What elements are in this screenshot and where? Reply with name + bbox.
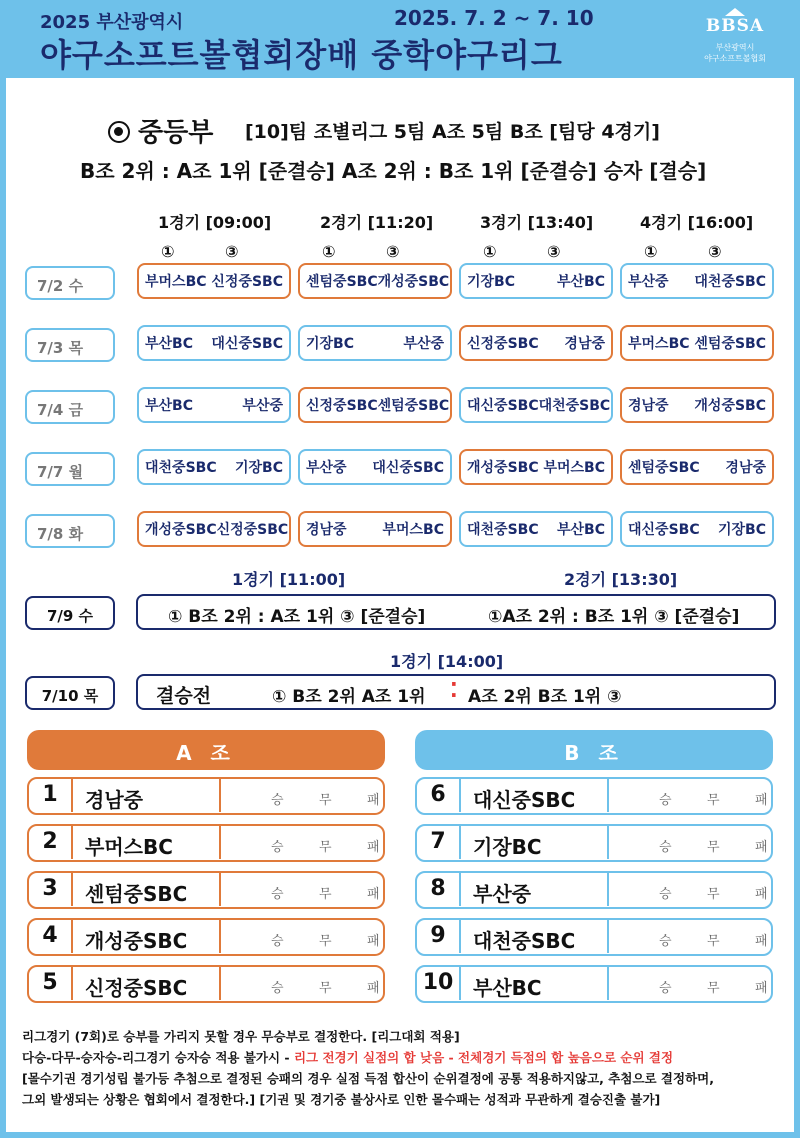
- game-header-2: 2경기 [11:20]: [320, 213, 434, 232]
- game-header-1: 1경기 [09:00]: [158, 213, 272, 232]
- semi-day: 7/9 수: [25, 596, 115, 630]
- away-team: 부머스BC: [543, 460, 605, 476]
- away-team: 기장BC: [235, 460, 283, 476]
- team-name: 부머스BC: [85, 835, 173, 859]
- field-marker: ①: [161, 242, 175, 261]
- result-label: 패: [367, 981, 380, 996]
- team-number: 9: [417, 920, 461, 953]
- result-label: 무: [319, 887, 332, 902]
- match-card: [459, 387, 613, 423]
- match-card: [298, 511, 452, 547]
- day-label: 7/8 화: [25, 514, 115, 548]
- away-team: 부산중: [242, 398, 283, 414]
- field-marker: ①: [322, 242, 336, 261]
- team-name: 신정중SBC: [85, 976, 188, 1000]
- result-label: 무: [707, 934, 720, 949]
- result-label: 승: [659, 840, 672, 855]
- semis-row: [136, 594, 776, 630]
- final-day: 7/10 목: [25, 676, 115, 710]
- away-team: 경남중: [725, 460, 766, 476]
- division-rule: [10]팀 조별리그 5팀 A조 5팀 B조 [팀당 4경기]: [245, 121, 660, 143]
- divider: [219, 779, 221, 812]
- away-team: 대천중SBC: [694, 274, 766, 290]
- radio-bullet-icon: [108, 121, 130, 143]
- divider: [219, 920, 221, 953]
- result-label: 패: [367, 793, 380, 808]
- result-label: 승: [659, 981, 672, 996]
- final-left: ① B조 2위 A조 1위: [272, 687, 426, 707]
- result-label: 무: [319, 934, 332, 949]
- team-number: 3: [29, 873, 73, 906]
- match-card: [298, 325, 452, 361]
- home-team: 신정중SBC: [306, 398, 378, 414]
- away-team: 센텀중SBC: [694, 336, 766, 352]
- match-card: [137, 263, 291, 299]
- team-number: 2: [29, 826, 73, 859]
- standings-row: [415, 918, 773, 956]
- result-label: 승: [659, 887, 672, 902]
- result-label: 패: [755, 887, 768, 902]
- home-team: 기장BC: [306, 336, 354, 352]
- standings-row: [27, 777, 385, 815]
- home-team: 기장BC: [467, 274, 515, 290]
- result-label: 무: [707, 793, 720, 808]
- team-number: 7: [417, 826, 461, 859]
- team-name: 경남중: [85, 788, 143, 812]
- day-label: 7/2 수: [25, 266, 115, 300]
- result-label: 패: [755, 934, 768, 949]
- result-label: 무: [707, 887, 720, 902]
- standings-row: [415, 777, 773, 815]
- home-team: 개성중SBC: [145, 522, 217, 538]
- home-team: 신정중SBC: [467, 336, 539, 352]
- match-card: [459, 449, 613, 485]
- result-label: 무: [707, 840, 720, 855]
- final-name: 결승전: [156, 685, 212, 707]
- knockout-rule: B조 2위 : A조 1위 [준결승] A조 2위 : B조 1위 [준결승] 승자 [결승]: [80, 159, 707, 183]
- result-label: 패: [367, 840, 380, 855]
- team-name: 대신중SBC: [473, 788, 576, 812]
- standings-row: [27, 965, 385, 1003]
- result-label: 승: [271, 981, 284, 996]
- match-card: [298, 387, 452, 423]
- match-card: [459, 511, 613, 547]
- away-team: 부산BC: [557, 522, 605, 538]
- match-card: [620, 449, 774, 485]
- result-label: 승: [659, 793, 672, 808]
- final-game-label: 1경기 [14:00]: [390, 652, 504, 671]
- result-label: 패: [755, 981, 768, 996]
- away-team: 경남중: [564, 336, 605, 352]
- note-line-1: 리그경기 (7회)로 승부를 가리지 못할 경우 무승부로 결정한다. [리그대회 적용]: [22, 1029, 460, 1044]
- result-label: 무: [707, 981, 720, 996]
- match-card: [298, 263, 452, 299]
- note-line-4: 그외 발생되는 상황은 협회에서 결정한다.] [기권 및 경기중 불상사로 인한 몰수패는 성적과 무관하게 결승진출 불가]: [22, 1092, 661, 1107]
- field-marker: ①: [483, 242, 497, 261]
- note-line-2: 다승-다무-승자승-리그경기 승자승 적용 불가시 - 리그 전경기 실점의 합 낮음 - 전체경기 득점의 합 높음으로 순위 결정: [22, 1050, 674, 1065]
- result-label: 승: [271, 887, 284, 902]
- result-label: 승: [659, 934, 672, 949]
- home-team: 경남중: [628, 398, 669, 414]
- home-team: 부산BC: [145, 336, 193, 352]
- divider: [219, 967, 221, 1000]
- away-team: 개성중SBC: [377, 274, 450, 290]
- match-card: [137, 325, 291, 361]
- day-label: 7/7 월: [25, 452, 115, 486]
- team-name: 부산BC: [473, 976, 542, 1000]
- standings-row: [415, 965, 773, 1003]
- away-team: 부산중: [403, 336, 444, 352]
- match-card: [137, 387, 291, 423]
- divider: [607, 873, 609, 906]
- divider: [607, 920, 609, 953]
- semi-game1-label: 1경기 [11:00]: [232, 570, 346, 589]
- field-marker: ③: [225, 242, 239, 261]
- match-card: [459, 325, 613, 361]
- field-marker: ③: [386, 242, 400, 261]
- team-number: 1: [29, 779, 73, 812]
- result-label: 무: [319, 793, 332, 808]
- association-logo: BBSA 부산광역시 야구소프트볼협회: [700, 8, 770, 70]
- match-card: [620, 263, 774, 299]
- away-team: 신정중SBC: [216, 522, 289, 538]
- game-header-3: 3경기 [13:40]: [480, 213, 594, 232]
- final-row: [136, 674, 776, 710]
- semi-game1: ① B조 2위 : A조 1위 ③ [준결승]: [168, 607, 426, 627]
- away-team: 대신중SBC: [372, 460, 444, 476]
- home-team: 개성중SBC: [467, 460, 539, 476]
- header-year-city: 2025 부산광역시: [40, 12, 184, 33]
- result-label: 무: [319, 840, 332, 855]
- away-team: 개성중SBC: [694, 398, 766, 414]
- day-label: 7/3 목: [25, 328, 115, 362]
- standings-row: [415, 824, 773, 862]
- divider: [607, 826, 609, 859]
- standings-row: [415, 871, 773, 909]
- match-card: [620, 325, 774, 361]
- notes: [22, 1026, 782, 1110]
- final-right: A조 2위 B조 1위 ③: [468, 687, 622, 707]
- standings-row: [27, 918, 385, 956]
- home-team: 부산중: [306, 460, 347, 476]
- home-team: 대천중SBC: [145, 460, 217, 476]
- away-team: 기장BC: [718, 522, 766, 538]
- result-label: 패: [755, 793, 768, 808]
- match-card: [298, 449, 452, 485]
- standings-row: [27, 871, 385, 909]
- home-team: 부머스BC: [145, 274, 207, 290]
- field-marker: ③: [708, 242, 722, 261]
- match-card: [620, 387, 774, 423]
- team-number: 10: [417, 967, 461, 1000]
- result-label: 승: [271, 934, 284, 949]
- team-name: 대천중SBC: [473, 929, 576, 953]
- field-marker: ①: [644, 242, 658, 261]
- page-title: 야구소프트볼협회장배 중학야구리그: [40, 36, 563, 74]
- match-card: [137, 449, 291, 485]
- result-label: 패: [367, 887, 380, 902]
- home-team: 대신중SBC: [467, 398, 539, 414]
- team-number: 4: [29, 920, 73, 953]
- team-name: 센텀중SBC: [85, 882, 188, 906]
- home-team: 경남중: [306, 522, 347, 538]
- home-team: 대신중SBC: [628, 522, 700, 538]
- game-header-4: 4경기 [16:00]: [640, 213, 754, 232]
- team-name: 기장BC: [473, 835, 542, 859]
- team-number: 8: [417, 873, 461, 906]
- divider: [607, 779, 609, 812]
- home-team: 대천중SBC: [467, 522, 539, 538]
- team-number: 5: [29, 967, 73, 1000]
- team-name: 개성중SBC: [85, 929, 188, 953]
- divider: [219, 826, 221, 859]
- field-marker: ③: [547, 242, 561, 261]
- result-label: 패: [367, 934, 380, 949]
- day-label: 7/4 금: [25, 390, 115, 424]
- home-team: 부산BC: [145, 398, 193, 414]
- home-team: 센텀중SBC: [628, 460, 700, 476]
- semi-game2-label: 2경기 [13:30]: [564, 570, 678, 589]
- team-name: 부산중: [473, 882, 531, 906]
- result-label: 패: [755, 840, 768, 855]
- header-dates: 2025. 7. 2 ~ 7. 10: [394, 6, 594, 30]
- group-a-header: A 조: [27, 730, 385, 770]
- away-team: 대신중SBC: [211, 336, 283, 352]
- match-card: [620, 511, 774, 547]
- result-label: 승: [271, 793, 284, 808]
- divider: [607, 967, 609, 1000]
- away-team: 센텀중SBC: [377, 398, 450, 414]
- match-card: [459, 263, 613, 299]
- away-team: 대천중SBC: [538, 398, 611, 414]
- away-team: 부머스BC: [382, 522, 444, 538]
- divider: [219, 873, 221, 906]
- home-team: 부머스BC: [628, 336, 690, 352]
- away-team: 신정중SBC: [211, 274, 283, 290]
- home-team: 센텀중SBC: [306, 274, 378, 290]
- home-team: 부산중: [628, 274, 669, 290]
- away-team: 부산BC: [557, 274, 605, 290]
- standings-row: [27, 824, 385, 862]
- semi-game2: ①A조 2위 : B조 1위 ③ [준결승]: [488, 607, 740, 627]
- division-title: 중등부: [108, 112, 213, 149]
- team-number: 6: [417, 779, 461, 812]
- result-label: 승: [271, 840, 284, 855]
- note-line-3: [몰수기권 경기성립 불가등 추첨으로 결정된 승패의 경우 실점 득점 합산이 순위결정에 공통 적용하지않고, 추첨으로 결정하며,: [22, 1071, 714, 1086]
- match-card: [137, 511, 291, 547]
- result-label: 무: [319, 981, 332, 996]
- group-b-header: B 조: [415, 730, 773, 770]
- vs-dots-icon: ⁚: [450, 678, 458, 702]
